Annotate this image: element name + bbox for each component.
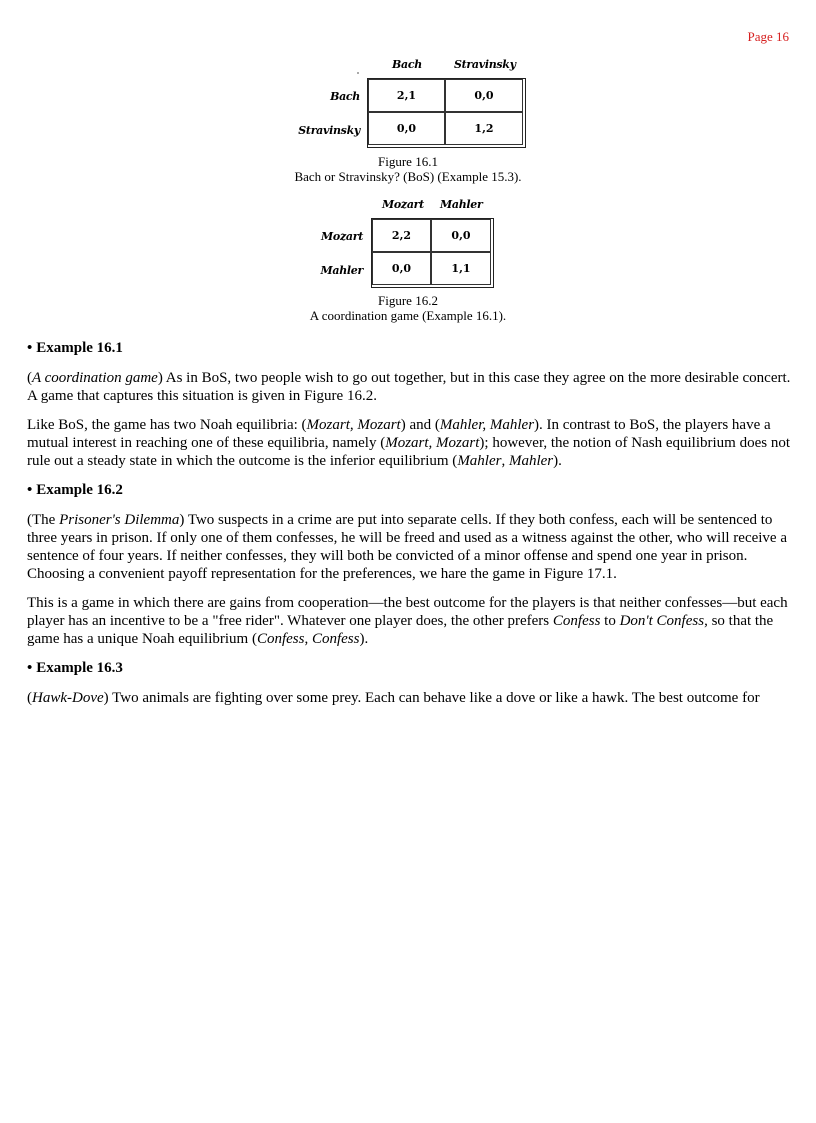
page-number: Page 16 <box>747 29 789 44</box>
bullet-icon: • <box>27 660 33 676</box>
figure-caption-title: Figure 16.2 <box>378 293 438 308</box>
heading-label: Example 16.1 <box>36 340 123 356</box>
row-header-mozart: Mozart <box>321 230 363 243</box>
example-heading <box>27 339 795 357</box>
col-header-stravinsky: Stravinsky <box>454 58 516 71</box>
example-heading <box>27 659 795 677</box>
example-heading <box>27 481 795 499</box>
payoff-matrix <box>371 218 494 288</box>
paragraph: (A coordination game) As in BoS, two people wish to go out together, but in this case they agree on the more desirable concert. A game that captures this situation is given in Figure 16.2. <box>27 370 791 404</box>
col-header-mahler: Mahler <box>440 198 483 211</box>
payoff-matrix <box>367 78 526 148</box>
heading-label: Example 16.2 <box>36 482 123 498</box>
heading-label: Example 16.3 <box>36 660 123 676</box>
payoff-cell: 0,0 <box>368 112 445 145</box>
scan-speck <box>357 72 359 74</box>
row-header-stravinsky: Stravinsky <box>298 124 360 137</box>
payoff-cell: 1,2 <box>445 112 523 145</box>
payoff-cell: 0,0 <box>372 252 431 285</box>
col-header-bach: Bach <box>392 58 422 71</box>
paragraph: This is a game in which there are gains from cooperation—the best outcome for the players is that neither confesses—but each player has an incentive to be a "free rider". Whatever one player does, the other prefers Confess to Don't Confess, so that the game has a unique Noah equilibrium (Confess, Confess). <box>27 595 788 647</box>
figure-caption-text: Bach or Stravinsky? (BoS) (Example 15.3). <box>294 169 522 184</box>
payoff-cell: 0,0 <box>445 79 523 112</box>
row-header-bach: Bach <box>330 90 360 103</box>
payoff-cell: 2,2 <box>372 219 431 252</box>
paragraph: (The Prisoner's Dilemma) Two suspects in a crime are put into separate cells. If they both confess, each will be sentenced to three years in prison. If only one of them confesses, he will be freed and used as a witness against the other, who will receive a sentence of four years. If neither confesses, they will both be convicted of a minor offense and spend one year in prison. Choosing a convenient payoff representation for the preferences, we hare the game in Figure 17.1. <box>27 512 787 582</box>
paragraph: Like BoS, the game has two Noah equilibria: (Mozart, Mozart) and (Mahler, Mahler). In contrast to BoS, the players have a mutual interest in reaching one of these equilibria, namely (Mozart, Mozart); however, the notion of Nash equilibrium does not rule out a steady state in which the outcome is the inferior equilibrium (Mahler, Mahler). <box>27 417 790 469</box>
payoff-cell: 1,1 <box>431 252 491 285</box>
paragraph: (Hawk-Dove) Two animals are fighting over some prey. Each can behave like a dove or like a hawk. The best outcome for <box>27 690 760 706</box>
figure-caption-title: Figure 16.1 <box>378 154 438 169</box>
bullet-icon: • <box>27 482 33 498</box>
row-header-mahler: Mahler <box>320 264 363 277</box>
figure-caption-text: A coordination game (Example 16.1). <box>309 308 507 323</box>
bullet-icon: • <box>27 340 33 356</box>
payoff-cell: 2,1 <box>368 79 445 112</box>
col-header-mozart: Mozart <box>382 198 424 211</box>
body-text <box>27 339 795 718</box>
payoff-cell: 0,0 <box>431 219 491 252</box>
